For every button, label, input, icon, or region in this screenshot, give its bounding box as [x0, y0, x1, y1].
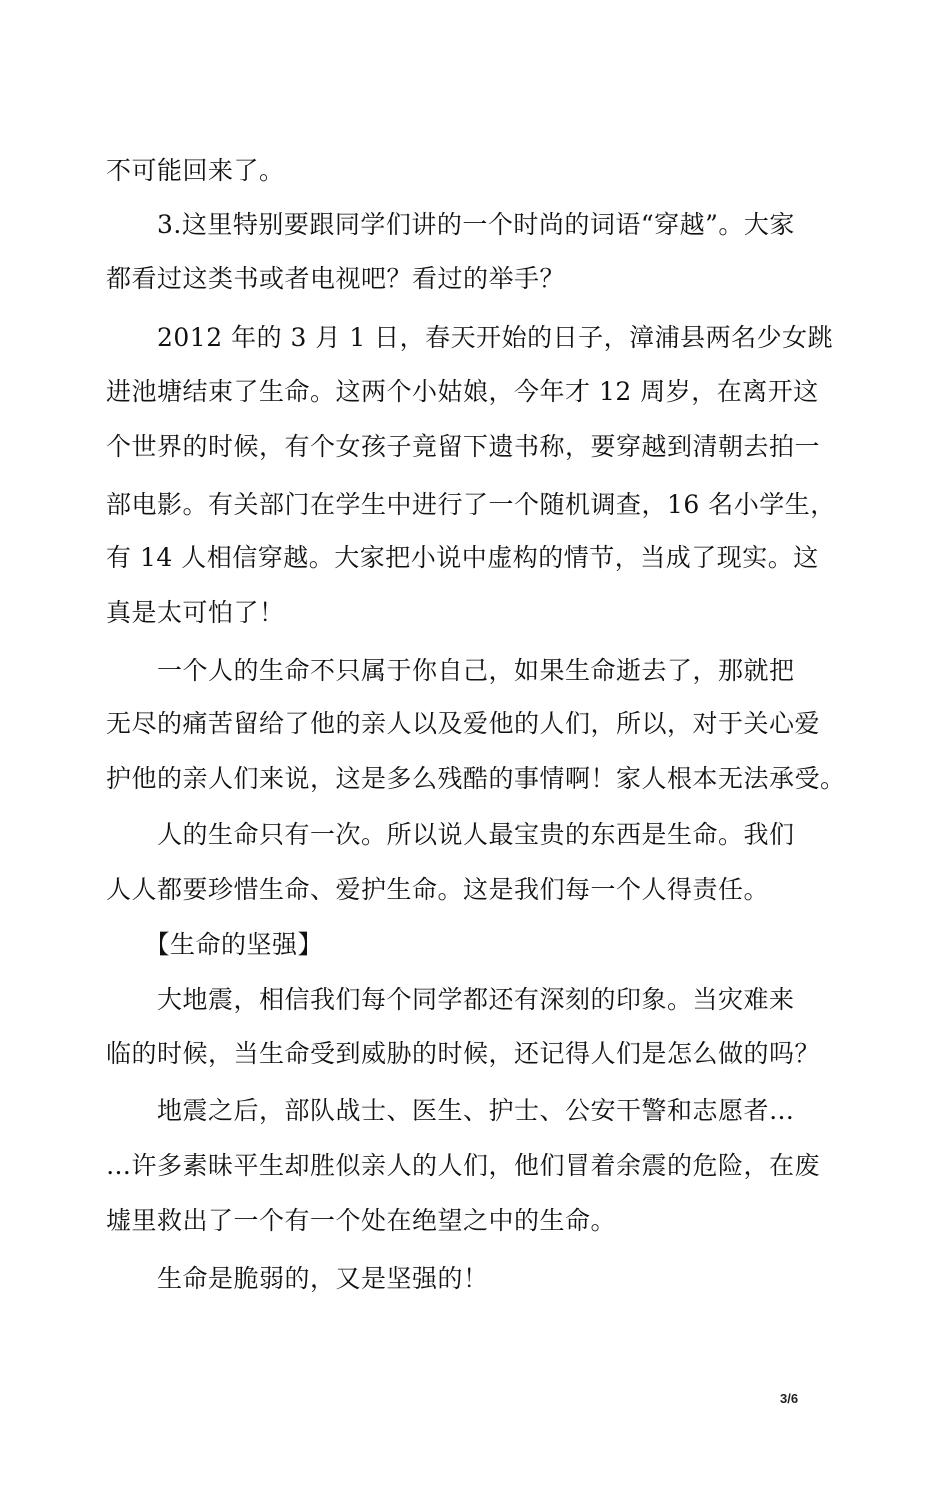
text-line: 部电影。有关部门在学生中进行了一个随机调查，16 名小学生，	[106, 490, 836, 519]
text-line: 有 14 人相信穿越。大家把小说中虚构的情节，当成了现实。这	[106, 543, 819, 572]
text-line: 大地震，相信我们每个同学都还有深刻的印象。当灾难来	[106, 985, 795, 1014]
page-number: 3/6	[780, 1391, 799, 1406]
text-line: 3.这里特别要跟同学们讲的一个时尚的词语“穿越”。大家	[106, 210, 795, 239]
text-line: 人人都要珍惜生命、爱护生命。这是我们每一个人得责任。	[106, 875, 770, 904]
text-line: …许多素昧平生却胜似亲人的人们，他们冒着余震的危险，在废	[106, 1151, 821, 1180]
text-line: 无尽的痛苦留给了他的亲人以及爱他的人们，所以，对于关心爱	[106, 709, 821, 738]
text-line: 地震之后，部队战士、医生、护士、公安干警和志愿者…	[106, 1096, 795, 1125]
text-line: 墟里救出了一个有一个处在绝望之中的生命。	[106, 1206, 617, 1235]
text-line: 生命是脆弱的，又是坚强的！	[106, 1264, 489, 1293]
text-line: 一个人的生命不只属于你自己，如果生命逝去了，那就把	[106, 656, 795, 685]
text-line: 护他的亲人们来说，这是多么残酷的事情啊！家人根本无法承受。	[106, 764, 846, 793]
section-heading: 【生命的坚强】	[106, 930, 324, 959]
text-line: 都看过这类书或者电视吧？看过的举手？	[106, 264, 566, 293]
text-line: 进池塘结束了生命。这两个小姑娘，今年才 12 周岁，在离开这	[106, 377, 819, 406]
text-line: 个世界的时候，有个女孩子竟留下遗书称，要穿越到清朝去拍一	[106, 432, 821, 461]
text-line: 临的时候，当生命受到威胁的时候，还记得人们是怎么做的吗？	[106, 1039, 821, 1068]
text-line: 人的生命只有一次。所以说人最宝贵的东西是生命。我们	[106, 820, 795, 849]
text-line: 不可能回来了。	[106, 156, 285, 185]
text-line: 真是太可怕了！	[106, 598, 285, 627]
text-line: 2012 年的 3 月 1 日，春天开始的日子，漳浦县两名少女跳	[106, 323, 834, 352]
